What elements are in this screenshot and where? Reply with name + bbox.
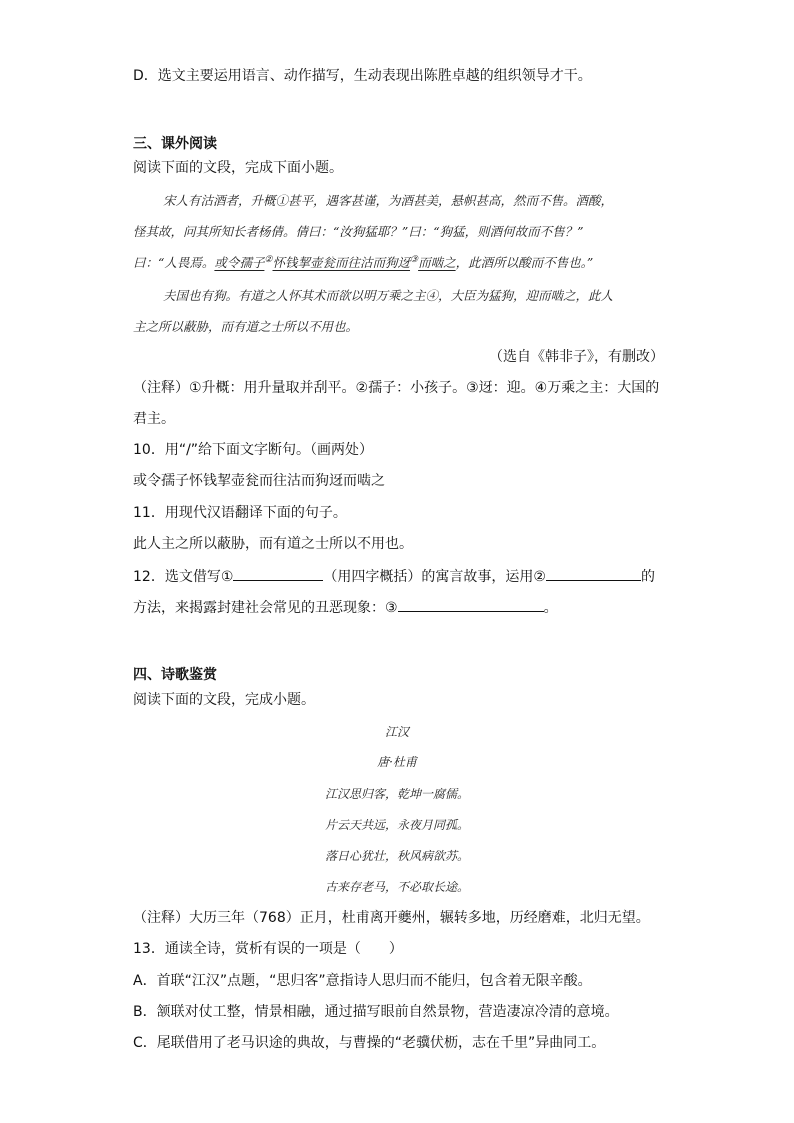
- question-12-line1: [133, 565, 655, 587]
- answer-blank-3[interactable]: [398, 596, 544, 612]
- answer-blank-1[interactable]: [233, 565, 323, 581]
- underlined-sentence-part2: 怀钱挈壶瓮而往沽而狗迓: [272, 255, 411, 270]
- answer-blank-2[interactable]: [546, 565, 641, 581]
- passage-p1-line2: 怪其故，问其所知长者杨倩。倩曰：“汝狗猛耶？”曰：“狗猛，则酒何故而不售？”: [133, 224, 584, 239]
- poem-line-3: 落日心犹壮，秋风病欲苏。: [324, 849, 469, 863]
- note-marker-3: ③: [410, 254, 419, 265]
- passage-p1-line1: 宋人有沽酒者，升概①甚平，遇客甚谨，为酒甚美，悬帜甚高，然而不售。酒酸，: [163, 193, 614, 208]
- underlined-sentence-part3: 而啮之: [418, 255, 456, 270]
- option-d: D．选文主要运用语言、动作描写，生动表现出陈胜卓越的组织领导才干。: [133, 68, 592, 84]
- passage-p2-line1: 夫国也有狗。有道之人怀其术而欲以明万乘之主④，大臣为猛狗，迎而啮之，此人: [163, 288, 614, 303]
- notes-line2: 君主。: [133, 411, 175, 427]
- passage-text: ，此酒所以酸而不售也。”: [455, 255, 594, 270]
- option-b: B．颔联对仗工整，情景相融，通过描写眼前自然景物，营造凄凉冷清的意境。: [133, 1004, 619, 1020]
- question-10-text: 或令孺子怀钱挈壶瓮而往沽而狗迓而啮之: [133, 473, 385, 489]
- poem-note: （注释）大历三年（768）正月，杜甫离开夔州，辗转多地，历经磨难，北归无望。: [133, 910, 650, 926]
- q12-part-d: 方法，来揭露封建社会常见的丑恶现象：③: [133, 600, 398, 616]
- passage-text: 曰：“人畏焉。: [133, 255, 215, 270]
- notes-line1: （注释）①升概：用升量取并刮平。②孺子：小孩子。③迓：迎。④万乘之主：大国的: [133, 380, 660, 396]
- question-11: 11．用现代汉语翻译下面的句子。: [133, 505, 347, 521]
- q12-part-a: 12．选文借写①: [133, 569, 234, 585]
- section3-title: 三、课外阅读: [133, 136, 217, 152]
- option-c: C．尾联借用了老马识途的典故，与曹操的“老骥伏枥，志在千里”异曲同工。: [133, 1035, 606, 1051]
- q12-part-e: 。: [543, 600, 558, 616]
- poem-title: 江汉: [384, 725, 409, 739]
- question-12-line2: [133, 596, 558, 618]
- section4-instruction: 阅读下面的文段，完成小题。: [133, 692, 315, 708]
- poem-author: 唐·杜甫: [377, 755, 417, 769]
- question-10: 10．用“/”给下面文字断句。（画两处）: [133, 442, 374, 458]
- passage-p2-line2: 主之所以蔽胁，而有道之士所以不用也。: [133, 319, 359, 334]
- passage-p1-line3: [133, 253, 593, 273]
- passage-source: （选自《韩非子》，有删改）: [489, 349, 664, 365]
- underlined-sentence-part1: 或令孺子: [214, 255, 265, 270]
- q12-part-b: （用四字概括）的寓言故事，运用②: [323, 569, 546, 585]
- question-13: 13．通读全诗，赏析有误的一项是（ ）: [133, 941, 403, 957]
- section4-title: 四、诗歌鉴赏: [133, 667, 217, 683]
- poem-line-4: 古来存老马，不必取长途。: [324, 880, 469, 894]
- question-11-text: 此人主之所以蔽胁，而有道之士所以不用也。: [133, 536, 413, 552]
- q12-part-c: 的: [640, 569, 655, 585]
- poem-line-2: 片云天共远，永夜月同孤。: [324, 818, 469, 832]
- poem-line-1: 江汉思归客，乾坤一腐儒。: [324, 787, 469, 801]
- option-a: A．首联“江汉”点题，“思归客”意指诗人思归而不能归，包含着无限辛酸。: [133, 973, 592, 989]
- section3-instruction: 阅读下面的文段，完成下面小题。: [133, 160, 343, 176]
- note-marker-2: ②: [264, 254, 273, 265]
